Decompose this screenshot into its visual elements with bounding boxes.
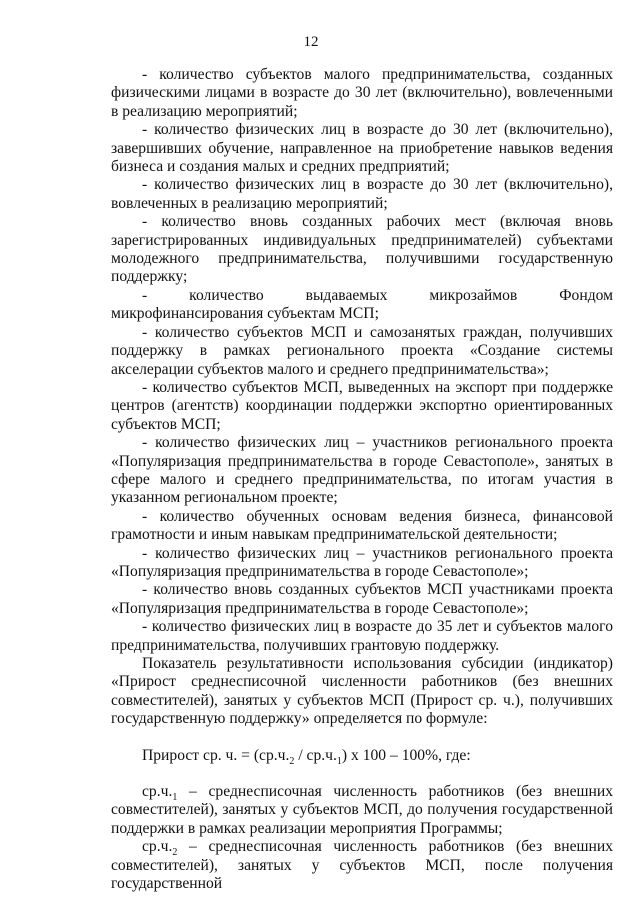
list-item: - количество вновь созданных рабочих мест (включая вновь зарегистрированных индивидуальных предпринимателей) субъектами молодежного предпринимательства, получившими государственную поддержку; xyxy=(111,213,613,286)
list-item: - количество вновь созданных субъектов МСП участниками проекта «Популяризация предпринимательства в городе Севастополе»; xyxy=(111,581,613,617)
formula-rhs: ) x 100 – 100%, где: xyxy=(341,746,471,764)
formula-lhs: Прирост ср. ч. = (ср.ч. xyxy=(142,746,290,764)
list-item: - количество физических лиц – участников регионального проекта «Популяризация предпринимательства в городе Севастополе»; xyxy=(111,544,613,580)
formula-subscript: 1 xyxy=(336,755,342,767)
definition-symbol: ср.ч. xyxy=(142,838,173,856)
list-item: - количество выдаваемых микрозаймов Фондом микрофинансирования субъектам МСП; xyxy=(111,286,613,323)
definition-text: – среднесписочная численность работников (без внешних совместителей), занятых у субъектов МСП, после получения государственной xyxy=(111,838,613,893)
definition-subscript: 2 xyxy=(172,847,178,859)
formula-subscript: 2 xyxy=(289,755,295,767)
list-item: - количество физических лиц – участников регионального проекта «Популяризация предпринимательства в городе Севастополе», занятых в сфере малого и среднего предпринимательства, по итогам участия в указанном региональном проекте; xyxy=(111,434,613,507)
list-item: - количество физических лиц в возрасте до 35 лет и субъектов малого предпринимательства, получивших грантовую поддержку. xyxy=(111,618,613,654)
indicator-paragraph: Показатель результативности использования субсидии (индикатор) «Прирост среднесписочной численности работников (без внешних совместителей), занятых у субъектов МСП (Прирост ср. ч.), получивших государственную поддержку» определяется по формуле: xyxy=(111,655,613,728)
list-item: - количество обученных основам ведения бизнеса, финансовой грамотности и иным навыкам предпринимательской деятельности; xyxy=(111,507,613,544)
list-item: - количество субъектов малого предпринимательства, созданных физическими лицами в возрасте до 30 лет (включительно), вовлеченными в реализацию мероприятий; xyxy=(111,66,613,120)
formula-mid: / ср.ч. xyxy=(294,746,337,764)
list-item: - количество физических лиц в возрасте до 30 лет (включительно), вовлеченных в реализацию мероприятий; xyxy=(111,176,613,212)
definition xyxy=(111,838,613,893)
page-number: 12 xyxy=(303,34,319,50)
document-body xyxy=(111,66,613,893)
formula xyxy=(111,747,613,765)
list-item: - количество субъектов МСП и самозанятых граждан, получивших поддержку в рамках регионального проекта «Создание системы акселерации субъектов малого и среднего предпринимательства»; xyxy=(111,323,613,378)
list-item: - количество субъектов МСП, выведенных на экспорт при поддержке центров (агентств) координации поддержки экспортно ориентированных субъектов МСП; xyxy=(111,378,613,433)
definition xyxy=(111,783,613,838)
definition-text: – среднесписочная численность работников (без внешних совместителей), занятых у субъектов МСП, до получения государственной поддержки в рамках реализации мероприятия Программы; xyxy=(111,783,613,837)
definition-symbol: ср.ч. xyxy=(142,783,173,801)
list-item: - количество физических лиц в возрасте до 30 лет (включительно), завершивших обучение, направленное на приобретение навыков ведения бизнеса и создания малых и средних предприятий; xyxy=(111,121,613,176)
definition-subscript: 1 xyxy=(172,792,178,804)
